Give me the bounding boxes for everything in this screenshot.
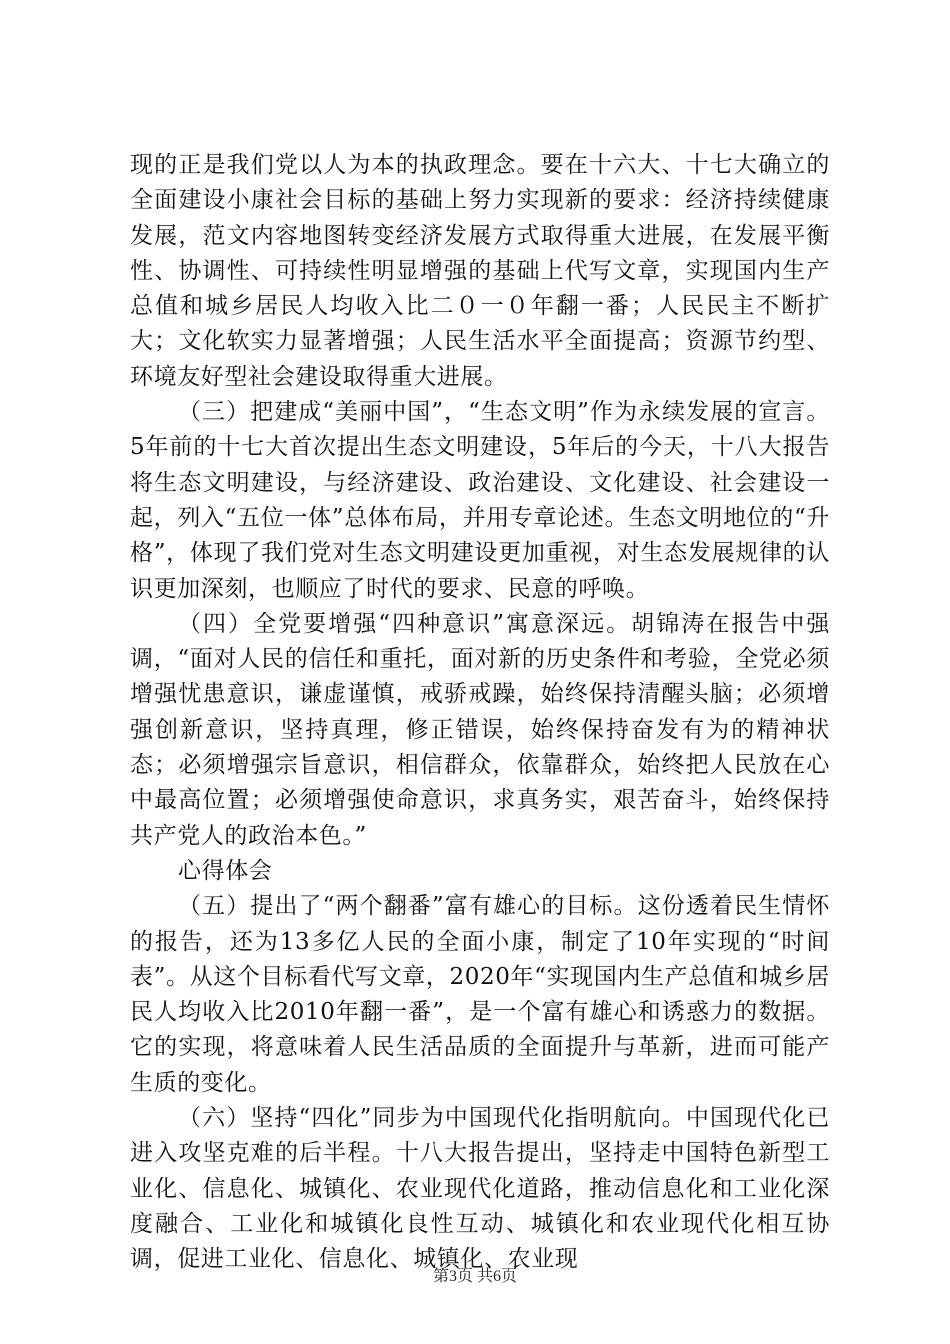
paragraph-continuation: 现的正是我们党以人为本的执政理念。要在十六大、十七大确立的全面建设小康社会目标的基础上努力实现新的要求：经济持续健康发展，范文内容地图转变经济发展方式取得重大进展，在发展平衡性、协调性、可持续性明显增强的基础上代写文章，实现国内生产总值和城乡居民人均收入比二０一０年翻一番；人民民主不断扩大；文化软实力显著增强；人民生活水平全面提高；资源节约型、环境友好型社会建设取得重大进展。 bbox=[130, 152, 830, 390]
paragraph-section-6: （六）坚持“四化”同步为中国现代化指明航向。中国现代化已进入攻坚克难的后半程。十八大报告提出，坚持走中国特色新型工业化、信息化、城镇化、农业现代化道路，推动信息化和工业化深度融合、工业化和城镇化良性互动、城镇化和农业现代化相互协调，促进工业化、信息化、城镇化、农业现 bbox=[130, 1105, 830, 1273]
paragraph-section-4: （四）全党要增强“四种意识”寓意深远。胡锦涛在报告中强调，“面对人民的信任和重托，面对新的历史条件和考验，全党必须增强忧患意识，谦虚谨慎，戒骄戒躁，始终保持清醒头脑；必须增强创新意识，坚持真理，修正错误，始终保持奋发有为的精神状态；必须增强宗旨意识，相信群众，依靠群众，始终把人民放在心中最高位置；必须增强使命意识，求真务实，艰苦奋斗，始终保持共产党人的政治本色。” bbox=[130, 610, 830, 849]
page-footer: 第3页 共6页 bbox=[432, 1268, 517, 1285]
paragraph-section-5: （五）提出了“两个翻番”富有雄心的目标。这份透着民生情怀的报告，还为13多亿人民的全面小康，制定了10年实现的“时间表”。从这个目标看代写文章，2020年“实现国内生产总值和城乡居民人均收入比2010年翻一番”，是一个富有雄心和诱惑力的数据。它的实现，将意味着人民生活品质的全面提升与革新，进而可能产生质的变化。 bbox=[130, 893, 830, 1096]
document-body bbox=[130, 148, 830, 1278]
inline-heading: 心得体会 bbox=[178, 857, 273, 884]
paragraph-section-3: （三）把建成“美丽中国”，“生态文明”作为永续发展的宣言。5年前的十七大首次提出生态文明建设，5年后的今天，十八大报告将生态文明建设，与经济建设、政治建设、文化建设、社会建设一起，列入“五位一体”总体布局，并用专章论述。生态文明地位的“升格”，体现了我们党对生态文明建设更加重视，对生态发展规律的认识更加深刻，也顺应了时代的要求、民意的呼唤。 bbox=[130, 399, 830, 602]
